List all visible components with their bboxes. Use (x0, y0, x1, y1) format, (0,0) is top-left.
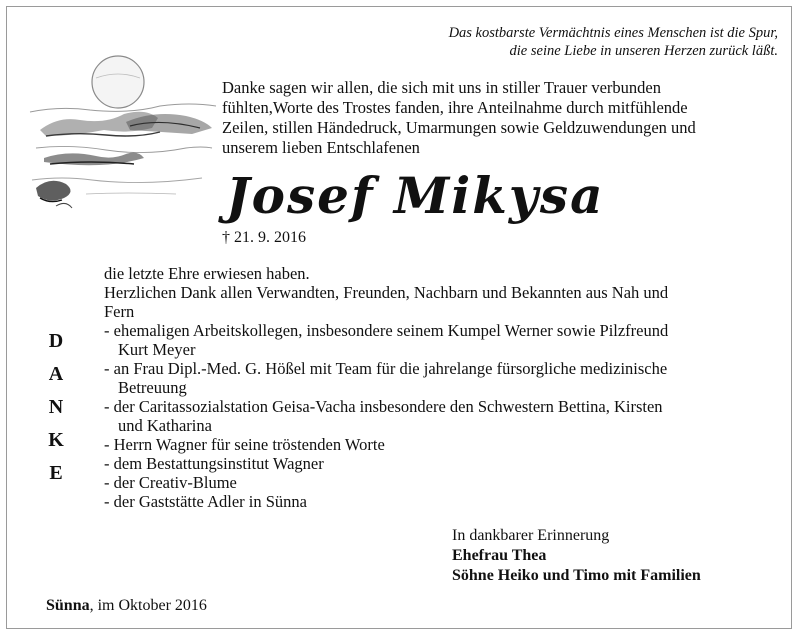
list-item-continuation: Kurt Meyer (118, 340, 196, 359)
intro-line: Zeilen, stillen Händedruck, Umarmungen sowie Geldzuwendungen und (222, 118, 696, 137)
list-item: - der Creativ-Blume (104, 473, 237, 492)
danke-letter: D (48, 330, 64, 352)
danke-vertical-heading (44, 330, 68, 484)
list-item: - der Gaststätte Adler in Sünna (104, 492, 307, 511)
death-date: † 21. 9. 2016 (222, 229, 306, 246)
list-item: - dem Bestattungsinstitut Wagner (104, 454, 324, 473)
place-name: Sünna (46, 597, 90, 614)
intro-text (222, 78, 760, 158)
notice-date: , im Oktober 2016 (89, 597, 207, 614)
thanks-line: Fern (104, 302, 135, 321)
deceased-name: Josef Mikysa (226, 166, 605, 225)
danke-letter: N (48, 396, 64, 418)
list-item: - an Frau Dipl.-Med. G. Hößel mit Team für die jahrelange fürsorgliche medizinische (104, 359, 668, 378)
danke-letter: K (48, 429, 64, 451)
signer-wife: Ehefrau Thea (452, 547, 547, 564)
intro-line: unserem lieben Entschlafenen (222, 138, 420, 157)
danke-letter: E (49, 462, 63, 484)
intro-line: Danke sagen wir allen, die sich mit uns in stiller Trauer verbunden (222, 78, 661, 97)
intro-line: fühlten,Worte des Trostes fanden, ihre Anteilnahme durch mitfühlende (222, 98, 688, 117)
list-item: - ehemaligen Arbeitskollegen, insbesondere seinem Kumpel Werner sowie Pilzfreund (104, 321, 669, 340)
honor-line: die letzte Ehre erwiesen haben. (104, 264, 310, 283)
place-date (46, 596, 207, 616)
thanks-line: Herzlichen Dank allen Verwandten, Freunden, Nachbarn und Bekannten aus Nah und (104, 283, 669, 302)
danke-letter: A (48, 363, 64, 385)
list-item-continuation: und Katharina (118, 416, 212, 435)
signature-block (452, 526, 701, 586)
signer-sons: Söhne Heiko und Timo mit Familien (452, 567, 701, 584)
thanks-body (104, 264, 754, 511)
motto-line: die seine Liebe in unseren Herzen zurück läßt. (509, 43, 778, 59)
list-item-continuation: Betreuung (118, 378, 187, 397)
motto-line: Das kostbarste Vermächtnis eines Menschen ist die Spur, (448, 25, 778, 41)
motto-quote (358, 24, 778, 60)
moon-landscape-icon (26, 48, 218, 218)
remembrance-line: In dankbarer Erinnerung (452, 527, 610, 544)
list-item: - Herrn Wagner für seine tröstenden Worte (104, 435, 385, 454)
list-item: - der Caritassozialstation Geisa-Vacha insbesondere den Schwestern Bettina, Kirsten (104, 397, 663, 416)
